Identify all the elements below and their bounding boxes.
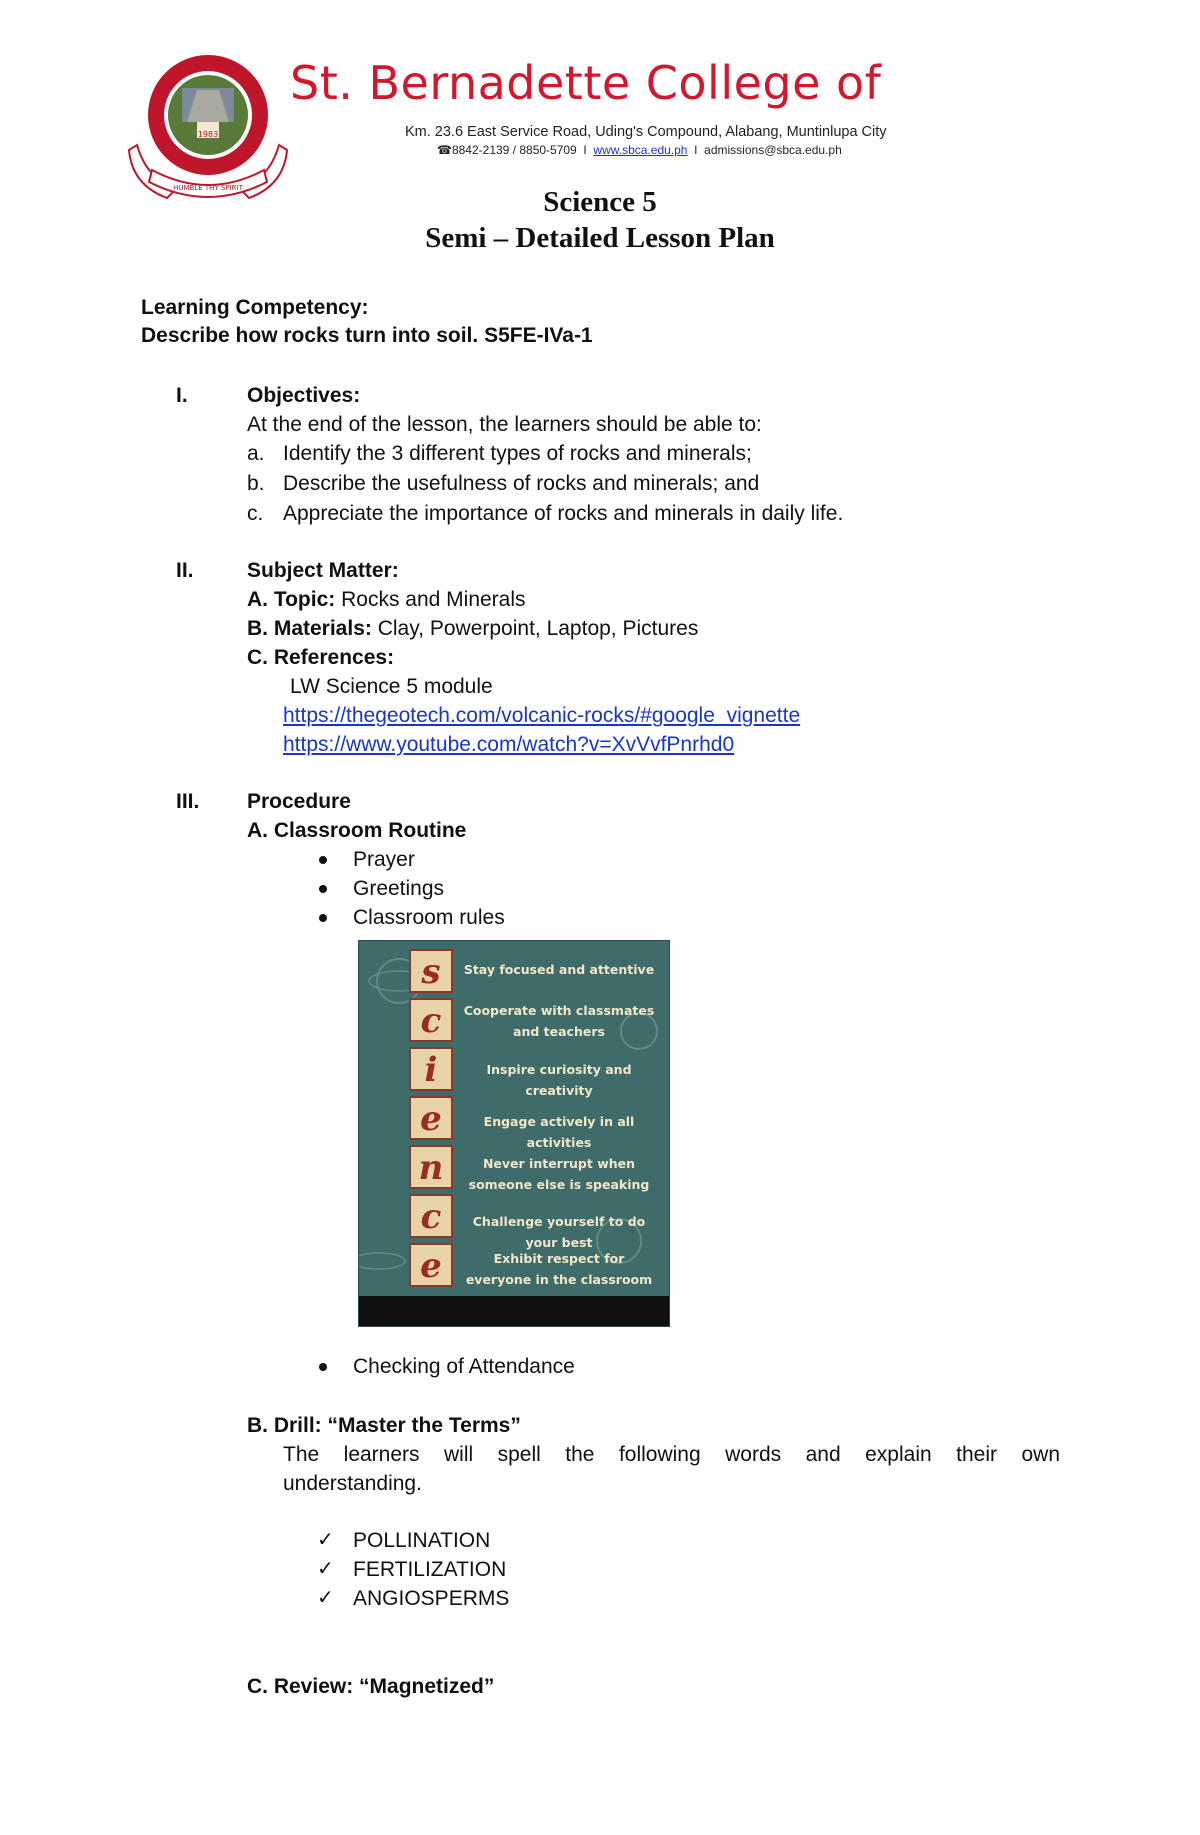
checkmark-icon: ✓	[317, 1527, 334, 1551]
bullet-icon	[319, 856, 327, 864]
objective-item: Appreciate the importance of rocks and minerals in daily life.	[283, 502, 844, 525]
poster-rule: Engage actively in all activities	[483, 1114, 635, 1150]
poster-letter: e	[409, 1243, 453, 1287]
separator: I	[583, 143, 587, 157]
section-numeral-1: I.	[176, 384, 188, 407]
objectives-heading: Objectives:	[247, 384, 361, 407]
school-contact	[437, 143, 842, 157]
bullet-icon	[319, 1363, 327, 1371]
routine-item-attendance: Checking of Attendance	[353, 1355, 575, 1378]
college-seal-logo	[127, 50, 289, 200]
checkmark-icon: ✓	[317, 1585, 334, 1609]
references-label: C. References:	[247, 646, 395, 669]
procedure-heading: Procedure	[247, 790, 351, 813]
drill-instruction: The learners will spell the following words and explain their own	[283, 1443, 1060, 1466]
review-heading: C. Review: “Magnetized”	[247, 1675, 495, 1698]
routine-item: Greetings	[353, 877, 445, 900]
drill-term: POLLINATION	[353, 1529, 491, 1552]
topic-value: Rocks and Minerals	[341, 588, 526, 611]
phone-numbers: 8842-2139 / 8850-5709	[451, 143, 577, 157]
website-link[interactable]: www.sbca.edu.ph	[593, 143, 688, 157]
poster-rule: Stay focused and attentive	[463, 962, 655, 977]
objective-marker: b.	[247, 472, 265, 495]
objectives-intro: At the end of the lesson, the learners should be able to:	[247, 413, 762, 436]
drill-term: ANGIOSPERMS	[353, 1587, 510, 1610]
svg-text:HUMBLE THY SPIRIT: HUMBLE THY SPIRIT	[173, 184, 243, 192]
email-address: admissions@sbca.edu.ph	[704, 143, 842, 157]
topic-label: A. Topic:	[247, 588, 336, 611]
routine-item: Prayer	[353, 848, 415, 871]
poster-letter: n	[409, 1145, 453, 1189]
separator: I	[694, 143, 698, 157]
poster-letter: s	[409, 949, 453, 993]
poster-rule: Never interrupt when someone else is speaking	[468, 1156, 650, 1192]
document-subtitle: Semi – Detailed Lesson Plan	[425, 222, 775, 254]
poster-rule: Inspire curiosity and creativity	[486, 1062, 632, 1098]
section-numeral-3: III.	[176, 790, 200, 813]
bullet-icon	[319, 914, 327, 922]
competency-text: Describe how rocks turn into soil. S5FE-IVa-1	[141, 324, 593, 347]
poster-letter: i	[409, 1047, 453, 1091]
subject-matter-heading: Subject Matter:	[247, 559, 399, 582]
classroom-routine-heading: A. Classroom Routine	[247, 819, 467, 842]
poster-rule: Exhibit respect for everyone in the classroom	[465, 1251, 653, 1287]
checkmark-icon: ✓	[317, 1556, 334, 1580]
reference-link[interactable]: https://thegeotech.com/volcanic-rocks/#google_vignette	[283, 704, 801, 727]
objective-marker: a.	[247, 442, 265, 465]
poster-rule: Cooperate with classmates and teachers	[463, 1003, 655, 1039]
materials-value: Clay, Powerpoint, Laptop, Pictures	[377, 617, 699, 640]
competency-label: Learning Competency:	[141, 296, 369, 319]
materials-label: B. Materials:	[247, 617, 372, 640]
drill-term: FERTILIZATION	[353, 1558, 507, 1581]
objective-item: Identify the 3 different types of rocks and minerals;	[283, 442, 752, 465]
bullet-icon	[319, 885, 327, 893]
document-title: Science 5	[543, 186, 657, 218]
objective-marker: c.	[247, 502, 264, 525]
poster-bottom-bar	[359, 1296, 669, 1326]
school-address: Km. 23.6 East Service Road, Uding's Compound, Alabang, Muntinlupa City	[405, 124, 887, 140]
letterhead	[0, 0, 1200, 200]
reference-item: LW Science 5 module	[290, 675, 493, 698]
svg-text:1983: 1983	[197, 130, 219, 139]
routine-item: Classroom rules	[353, 906, 505, 929]
poster-letter: e	[409, 1096, 453, 1140]
poster-letter: c	[409, 1194, 453, 1238]
school-name: St. Bernadette College of	[290, 56, 882, 110]
objective-item: Describe the usefulness of rocks and minerals; and	[283, 472, 760, 495]
classroom-rules-poster	[358, 940, 670, 1327]
section-numeral-2: II.	[176, 559, 194, 582]
poster-rule: Challenge yourself to do your best	[472, 1214, 646, 1250]
poster-letter: c	[409, 998, 453, 1042]
materials-row	[247, 615, 698, 643]
topic-row	[247, 586, 526, 614]
drill-heading: B. Drill: “Master the Terms”	[247, 1414, 521, 1437]
reference-link[interactable]: https://www.youtube.com/watch?v=XvVvfPnrhd0	[283, 733, 735, 756]
drill-instruction-cont: understanding.	[283, 1472, 422, 1495]
phone-icon: ☎	[437, 143, 452, 157]
